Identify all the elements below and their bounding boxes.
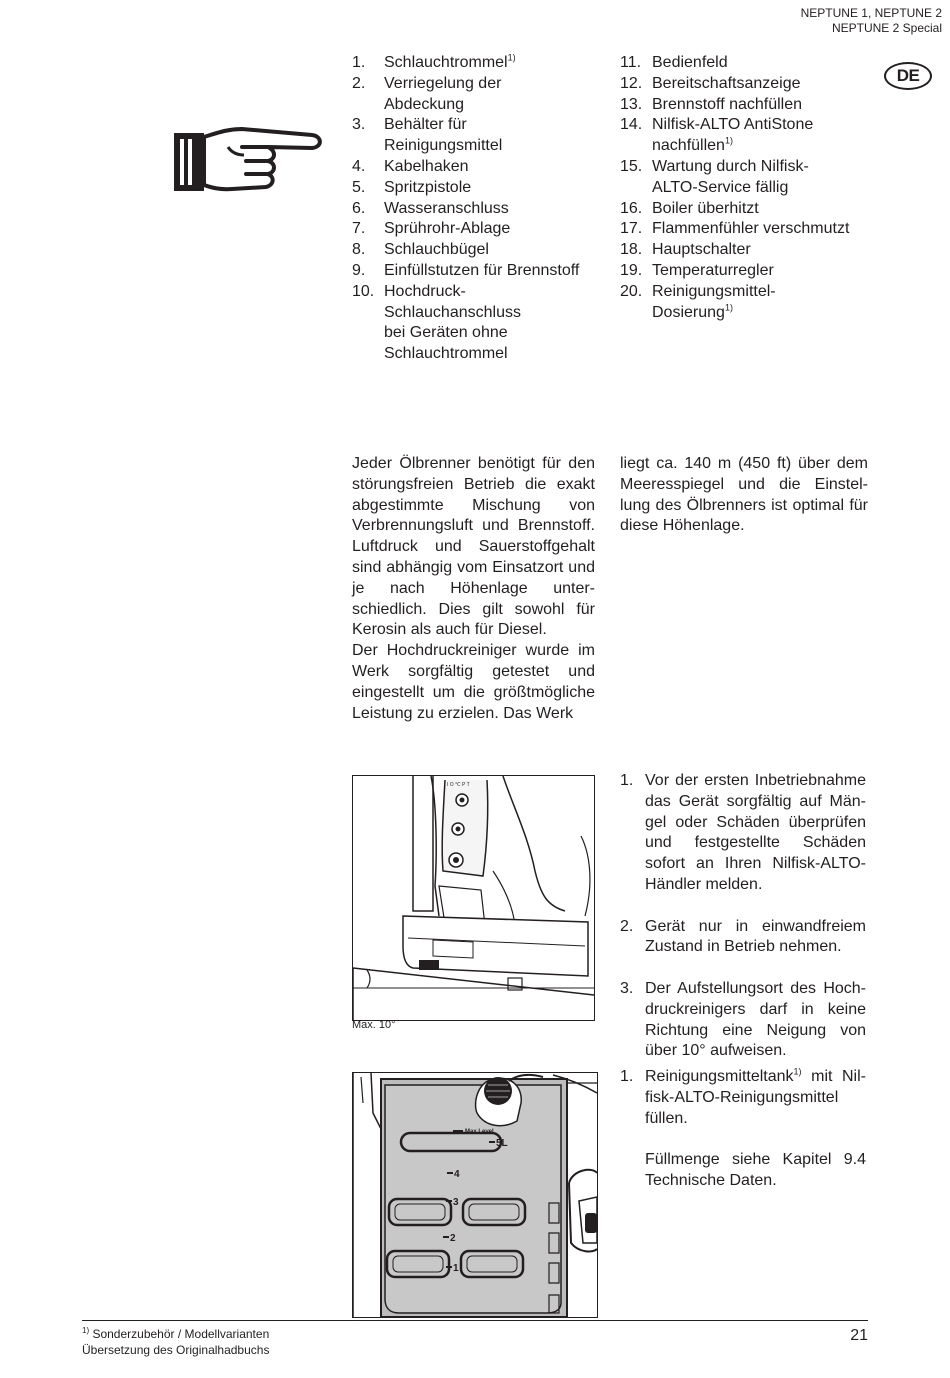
translation-note: Übersetzung des Originalhadbuchs <box>82 1343 270 1357</box>
burner-text-column-2 <box>620 454 868 537</box>
list-item: 3. Behälter für Reinigungsmittel <box>352 116 503 155</box>
list-item: 20. Reinigungsmittel- Dosierung$^{1)}$ <box>620 282 776 321</box>
list-item: 19. Temperaturregler <box>620 261 774 279</box>
footer-notes <box>82 1326 269 1358</box>
list-item: 13. Brennstoff nachfüllen <box>620 95 803 113</box>
list-item: 18. Hauptschalter <box>620 241 751 259</box>
list-item: 4. Kabelhaken <box>352 157 469 175</box>
list-item: 3. Der Aufstellungsort des Hoch-druckreinigers darf in keine Richtung eine Neigung von über 10° aufweisen. <box>620 979 866 1060</box>
list-item: 14. Nilfisk-ALTO AntiStone nachfüllen$^{1)}$ <box>620 116 814 155</box>
machine-tilt-illustration <box>353 776 594 1020</box>
list-item: 15. Wartung durch Nilfisk- ALTO-Service fällig <box>620 157 809 196</box>
svg-text:I O ℃ P T: I O ℃ P T <box>447 782 470 788</box>
list-item: 6. Wasseranschluss <box>352 199 509 217</box>
parts-list-left <box>352 53 612 365</box>
model-line-1: NEPTUNE 1, NEPTUNE 2 <box>800 6 942 20</box>
burner-paragraph-1: Jeder Ölbrenner benötigt für den störungsfreien Betrieb die exakt abgestimmte Mischung von Verbrennungsluft und Brennstoff. Luftdruck und Sauerstoffgehalt sind abhängig vom Einsatzort und je nach Höhenlage unter-schiedlich. Dies gilt sowohl für Kerosin als auch für Diesel. <box>352 455 595 639</box>
detergent-tank-illustration <box>353 1073 597 1317</box>
list-item: 11. Bedienfeld <box>620 54 728 71</box>
list-item: 2. Gerät nur in einwandfreiem Zustand in Betrieb nehmen. <box>620 917 866 956</box>
fill-quantity-note: Füllmenge siehe Kapitel 9.4 Technische Daten. <box>645 1151 866 1189</box>
list-item: 1. Schlauchtrommel$^{1)}$ <box>352 52 516 71</box>
list-item: 7. Sprührohr-Ablage <box>352 220 511 238</box>
list-item: 16. Boiler überhitzt <box>620 199 759 217</box>
document-header <box>801 6 942 36</box>
footnote: $^{1)}$ Sonderzubehör / Modellvarianten <box>82 1326 270 1341</box>
burner-paragraph-3: liegt ca. 140 m (450 ft) über dem Meeresspiegel und die Einstel-lung des Ölbrenners ist optimal für diese Höhenlage. <box>620 455 868 535</box>
level-4-label: 4 <box>454 1169 460 1180</box>
list-item: 2. Verriegelung der Abdeckung <box>352 74 502 113</box>
list-item: 8. Schlauchbügel <box>352 241 489 259</box>
level-1-label: 1 <box>453 1263 459 1274</box>
tilt-figure-caption: Max. 10° <box>352 1019 396 1031</box>
level-5l-label: 5L <box>496 1138 508 1149</box>
list-item: 10. Hochdruck- Schlauchanschluss bei Geräten ohne Schlauchtrommel <box>352 282 521 363</box>
burner-paragraph-2: Der Hochdruckreiniger wurde im Werk sorgfältig getestet und eingestellt um die größtmögliche Leistung zu erzielen. Das Werk <box>352 642 595 722</box>
burner-text-column-1 <box>352 454 595 724</box>
page-number: 21 <box>850 1327 868 1344</box>
list-item: 5. Spritzpistole <box>352 178 472 196</box>
level-2-label: 2 <box>450 1233 456 1244</box>
model-line-2: NEPTUNE 2 Special <box>831 21 942 35</box>
list-item: 17. Flammenfühler verschmutzt <box>620 220 850 238</box>
detergent-steps <box>620 1067 866 1192</box>
list-item: 12. Bereitschaftsanzeige <box>620 74 801 92</box>
list-item: 1. Vor der ersten Inbetriebnahme das Gerät sorgfältig auf Män-gel oder Schäden überprüfen und festgestellte Schäden sofort an Ihren Nilfisk-ALTO-Händler melden. <box>620 772 866 893</box>
list-item: 1. Reinigungsmitteltank$^{1)}$ mit Nil-fisk-ALTO-Reinigungsmittel füllen. <box>620 1066 866 1127</box>
parts-list-right <box>620 53 880 323</box>
detergent-tank-figure <box>352 1072 598 1318</box>
footer-divider <box>82 1320 868 1321</box>
language-badge: DE <box>884 62 932 90</box>
tilt-figure <box>352 775 595 1021</box>
level-3-label: 3 <box>453 1197 459 1208</box>
pointing-hand-icon <box>172 125 324 195</box>
commissioning-steps <box>620 771 866 1062</box>
list-item: 9. Einfüllstutzen für Brennstoff <box>352 261 580 279</box>
